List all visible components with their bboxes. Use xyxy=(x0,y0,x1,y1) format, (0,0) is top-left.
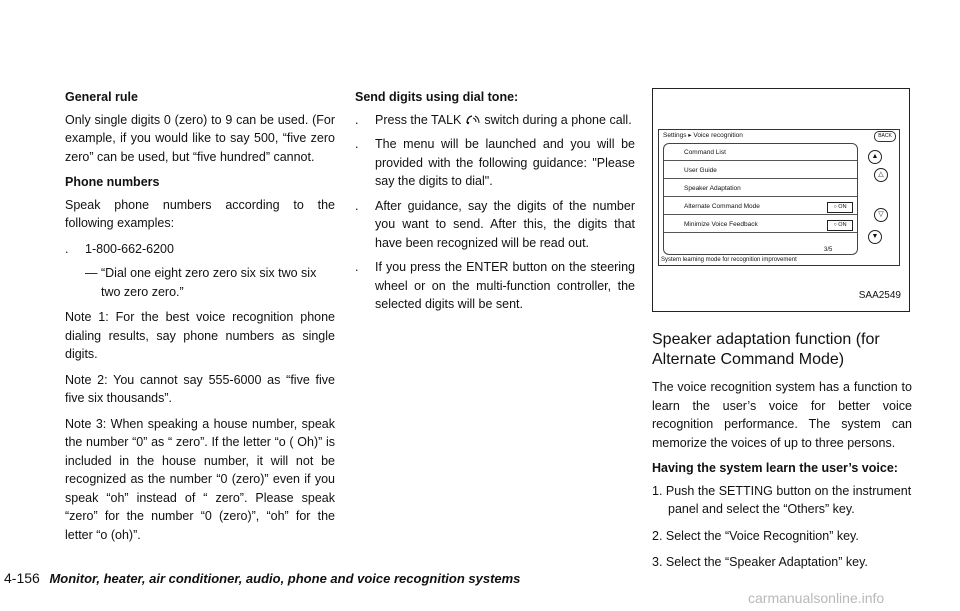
step-item: 2. Select the “Voice Recognition” key. xyxy=(652,528,859,543)
note-2: Note 2: You cannot say 555-6000 as “five five five six thousands”. xyxy=(65,372,335,405)
on-indicator: ○ ON xyxy=(827,220,853,231)
right-column xyxy=(652,88,912,580)
watermark: carmanualsonline.info xyxy=(748,590,885,606)
general-rule-heading: General rule xyxy=(65,90,138,104)
note-3: Note 3: When speaking a house number, speak the number “0” as “ zero”. If the letter “o ( Oh)” is included in the house number, it will not be recognized as the number “0 (zero)” even if you speak “oh” instead of “ zero”. Please speak “zero” for the number “0 (zero)”, “oh” for the letter “o (oh)”. xyxy=(65,416,335,542)
page-footer xyxy=(4,570,520,586)
section-intro: The voice recognition system has a function to learn the user’s voice for better voice recognition performance. The system can memorize the voices of up to three persons. xyxy=(652,380,912,450)
menu-item-user-guide xyxy=(664,162,857,179)
menu-item-label: Speaker Adaptation xyxy=(684,185,741,192)
menu-item-label: Minimize Voice Feedback xyxy=(684,221,758,228)
learn-voice-heading: Having the system learn the user’s voice: xyxy=(652,461,898,475)
menu-item-label: Alternate Command Mode xyxy=(684,203,760,210)
scroll-down-small-icon: ▽ xyxy=(874,208,888,222)
bullet-text: If you press the ENTER button on the steering wheel or on the multi-function controller, the selected digits will be sent. xyxy=(375,260,635,311)
back-button: BACK xyxy=(874,131,896,142)
step-item: 3. Select the “Speaker Adaptation” key. xyxy=(652,555,868,569)
on-indicator: ○ ON xyxy=(827,202,853,213)
screen-figure xyxy=(652,88,910,312)
talk-switch-icon xyxy=(465,113,481,125)
menu-list xyxy=(663,143,858,255)
screen-title: Settings ▸ Voice recognition xyxy=(663,132,743,139)
bullet-text-pre: Press the TALK xyxy=(375,112,462,127)
menu-item-command-list xyxy=(664,144,857,161)
menu-item-alternate-command-mode xyxy=(664,198,857,215)
bullet-item xyxy=(355,258,635,314)
bullet-item xyxy=(355,111,635,130)
dial-tone-heading: Send digits using dial tone: xyxy=(355,90,519,104)
figure-label: SAA2549 xyxy=(858,289,901,301)
menu-item-speaker-adaptation xyxy=(664,180,857,197)
example-spoken: — “Dial one eight zero zero six six two six two zero zero.” xyxy=(85,266,317,299)
left-column xyxy=(65,88,335,551)
scroll-down-icon: ▼ xyxy=(868,230,882,244)
general-rule-text: Only single digits 0 (zero) to 9 can be used. (For example, if you would like to say 500, “five zero zero” can be used, but “five hundred” cannot. xyxy=(65,112,335,164)
voice-recognition-screen xyxy=(658,129,900,266)
example-number: 1-800-662-6200 xyxy=(85,241,174,256)
menu-item-label: Command List xyxy=(684,149,726,156)
middle-column xyxy=(355,88,635,320)
bullet-marker: . xyxy=(355,137,359,151)
menu-item-minimize-voice-feedback xyxy=(664,216,857,233)
bullet-text: After guidance, say the digits of the number you want to send. After this, the digits that have been recognized will be read out. xyxy=(375,198,635,250)
footer-title: Monitor, heater, air conditioner, audio, phone and voice recognition systems xyxy=(49,571,521,586)
status-text: System learning mode for recognition improvement xyxy=(661,257,797,263)
bullet-marker: . xyxy=(355,198,359,213)
section-heading: Speaker adaptation function (for Alternate Command Mode) xyxy=(652,331,880,368)
phone-numbers-text: Speak phone numbers according to the following examples: xyxy=(65,197,335,230)
bullet-text-post: switch during a phone call. xyxy=(484,112,632,127)
step-item: 1. Push the SETTING button on the instrument panel and select the “Others” key. xyxy=(652,483,912,516)
bullet-text: The menu will be launched and you will be provided with the following guidance: "Please say the digits to dial". xyxy=(375,137,635,188)
bullet-marker: . xyxy=(65,241,69,256)
bullet-marker: . xyxy=(355,260,359,274)
menu-item-label: User Guide xyxy=(684,167,717,174)
example-item xyxy=(65,240,335,259)
note-1: Note 1: For the best voice recognition phone dialing results, say phone numbers as single digits. xyxy=(65,310,335,361)
bullet-marker: . xyxy=(355,112,359,127)
page-indicator: 3/5 xyxy=(824,247,833,253)
page-number: 4-156 xyxy=(4,570,40,586)
bullet-item xyxy=(355,135,635,191)
scroll-up-small-icon: △ xyxy=(874,168,888,182)
phone-numbers-heading: Phone numbers xyxy=(65,175,160,189)
scroll-up-icon: ▲ xyxy=(868,150,882,164)
bullet-item xyxy=(355,197,635,253)
